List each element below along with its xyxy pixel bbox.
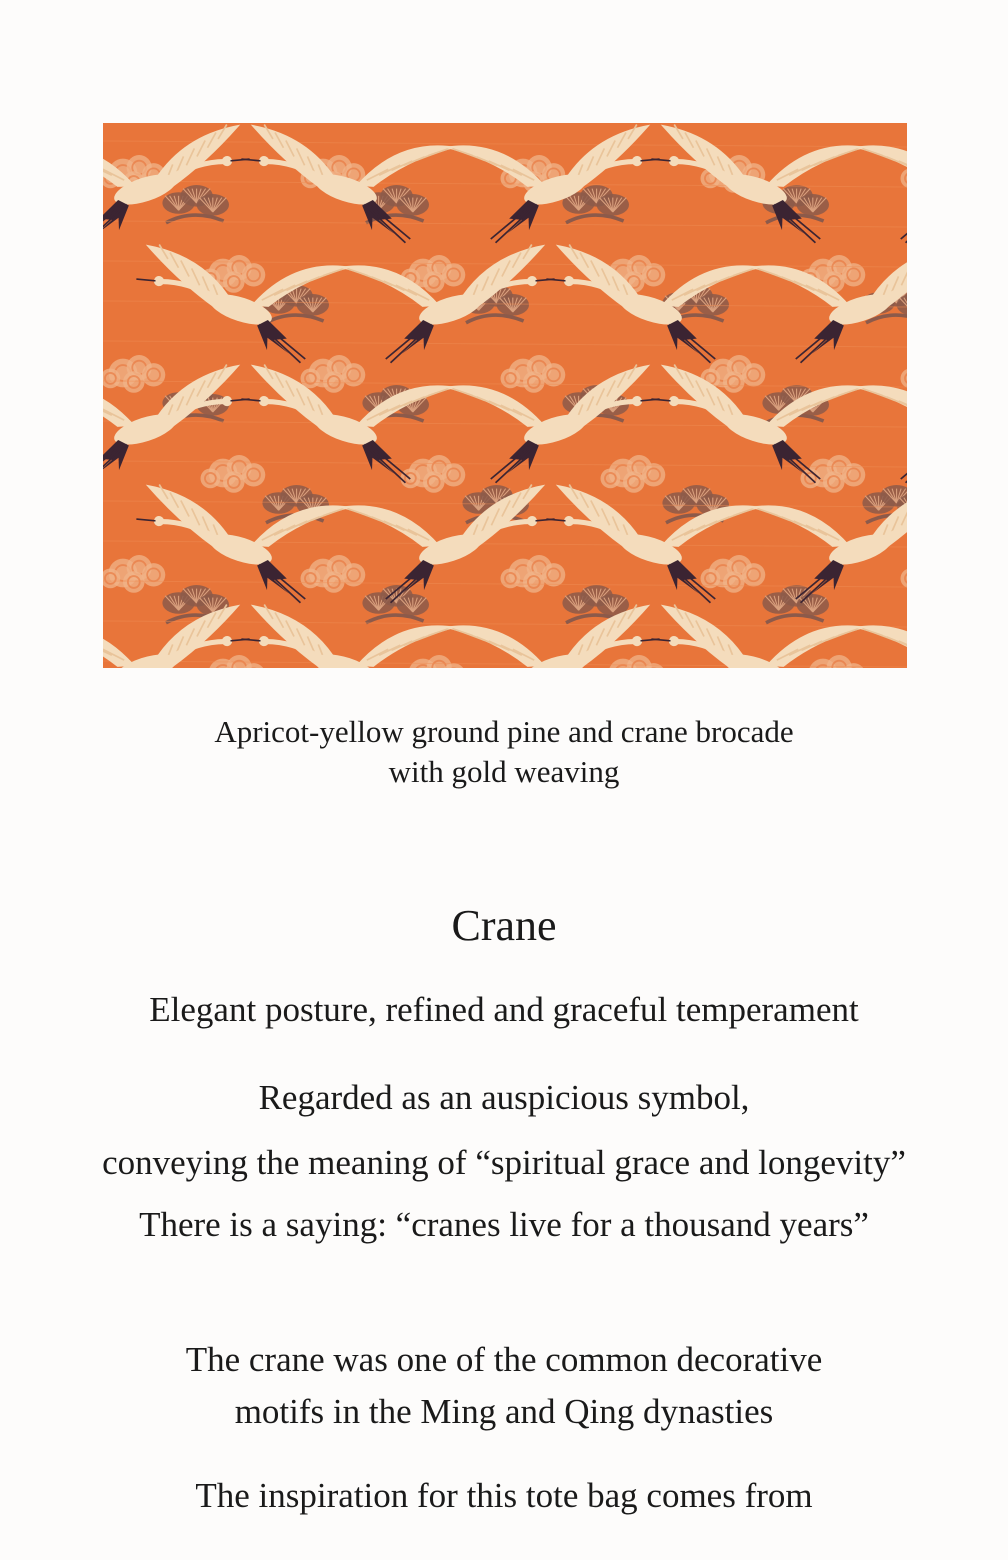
section-title: Crane xyxy=(451,901,557,950)
paragraph-symbol-line-1: Regarded as an auspicious symbol, xyxy=(258,1078,750,1117)
paragraph-dynasty-line-1: The crane was one of the common decorative xyxy=(185,1340,823,1379)
paragraph-dynasty-line-2: motifs in the Ming and Qing dynasties xyxy=(234,1392,774,1431)
brocade-image xyxy=(103,123,907,668)
paragraph-posture: Elegant posture, refined and graceful temperament xyxy=(149,990,859,1029)
image-caption xyxy=(0,712,1008,792)
caption-line-2: with gold weaving xyxy=(388,754,620,789)
paragraph-inspiration: The inspiration for this tote bag comes from xyxy=(195,1476,813,1515)
caption-line-1: Apricot-yellow ground pine and crane brocade xyxy=(214,714,794,749)
paragraph-symbol-line-3: There is a saying: “cranes live for a thousand years” xyxy=(139,1205,869,1244)
paragraph-symbol-line-2: conveying the meaning of “spiritual grace and longevity” xyxy=(102,1143,906,1182)
